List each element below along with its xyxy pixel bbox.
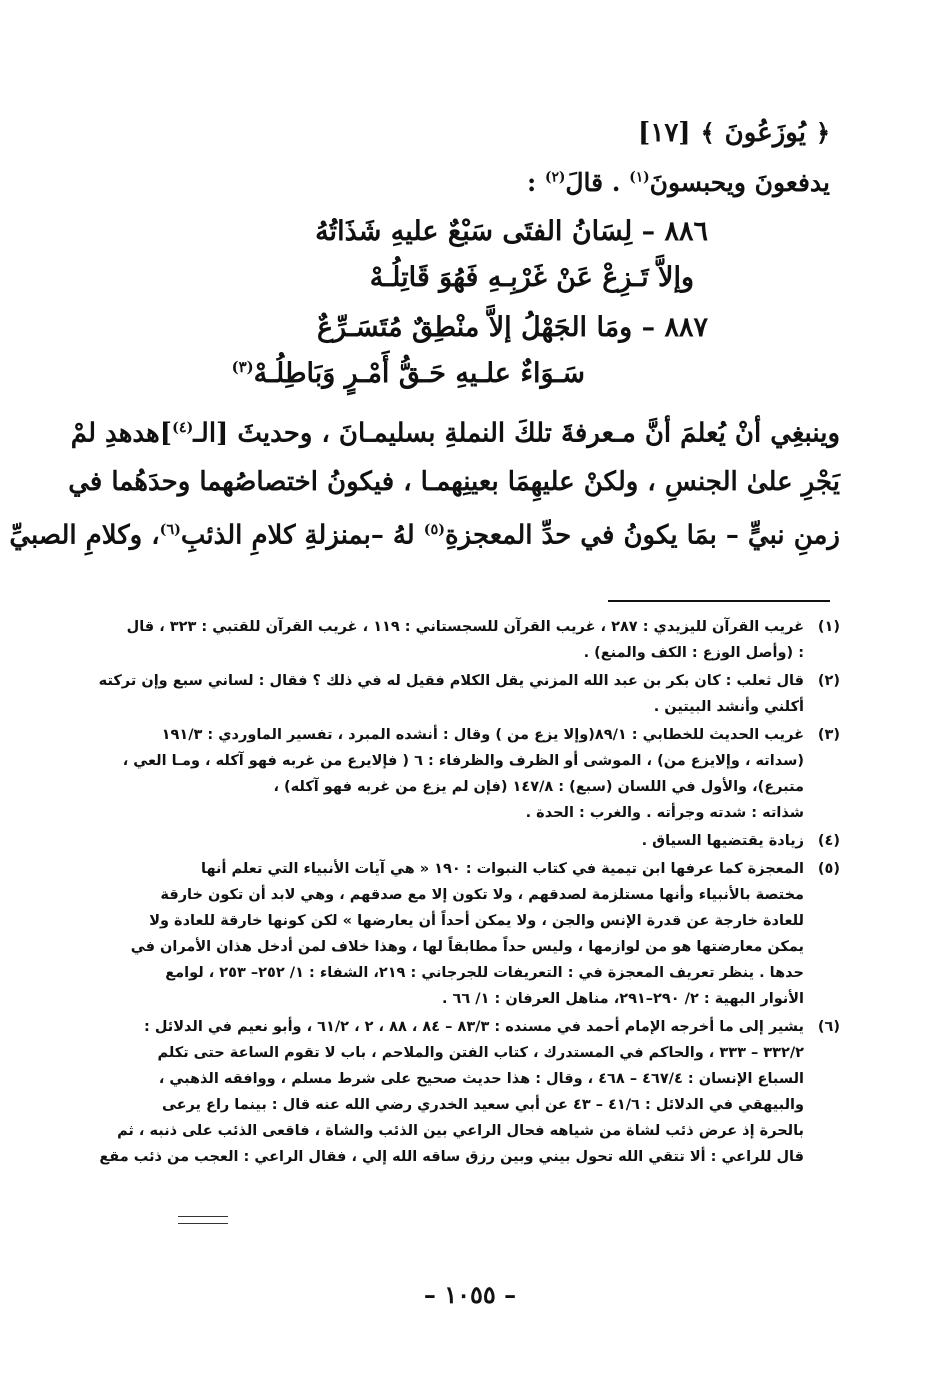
footnote-line: غريب القرآن لليزيدي : ٢٨٧ ، غريب القرآن للسجستاني : ١١٩ ، غريب القرآن للقتبي : ٣٢٣ ، قال bbox=[126, 619, 804, 635]
footnote-separator bbox=[608, 600, 830, 602]
footnote-line: يشير إلى ما أخرجه الإمام أحمد في مسنده : ٨٣/٣ – ٨٤ ، ٨٨ ، ٢ ، ٦١/٢ ، وأبو نعيم في الدلائل : bbox=[144, 1019, 804, 1035]
footnote-5 bbox=[95, 856, 840, 1012]
footnote-line: متبرع)، والأول في اللسان (سبع) : ١٤٧/٨ (فإن لم يزع من غربه فهو آكله) ، bbox=[273, 779, 804, 795]
footnote-line: ٣٣٢/٢ – ٣٣٣ ، والحاكم في المستدرك ، كتاب الفتن والملاحم ، باب لا تقوم الساعة حتى تكلم bbox=[157, 1045, 804, 1061]
intro-line bbox=[527, 168, 830, 197]
quran-close-bracket: ﴾ bbox=[700, 118, 715, 147]
body-line-3 bbox=[9, 506, 840, 560]
footnote-number: (٤) bbox=[817, 833, 840, 849]
footnote-number: (٦) bbox=[817, 1019, 840, 1035]
body-text-segment: ، وكلامِ الصبيِّ bbox=[9, 520, 160, 551]
footnote-1 bbox=[95, 614, 840, 666]
body-text-segment: ]هدهدِ لمْ bbox=[70, 418, 173, 449]
footnote-line: زيادة يقتضيها السياق . bbox=[641, 833, 804, 849]
poem-verse-887-first-hemistich: ٨٨٧ – ومَا الجَهْلُ إلاَّ منْطِقٌ مُتَسَـرِّعٌ bbox=[317, 312, 708, 343]
quran-headword bbox=[638, 118, 830, 148]
body-text-segment: زمنِ نبيٍّ – بمَا يكونُ في حدِّ المعجزةِ bbox=[445, 520, 840, 551]
footnote-line: شذاته : شدته وجرأته . والغرب : الحدة . bbox=[525, 805, 804, 821]
poem-verse-887-second-hemistich bbox=[232, 358, 585, 389]
footnote-ref: (٢) bbox=[544, 169, 566, 186]
body-paragraph bbox=[9, 404, 840, 559]
footnote-ref: (١) bbox=[629, 169, 650, 186]
page-number: – ١٠٥٥ – bbox=[423, 1280, 517, 1309]
body-line-1 bbox=[70, 404, 840, 458]
footnote-line: للعادة خارجة عن قدرة الإنس والجن ، ولا يمكن أحداً أن يعارضها » لكن كونها خارقة للعادة ولا bbox=[149, 913, 804, 929]
footnote-line: مختصة بالأنبياء وأنها مستلزمة لصدقهم ، ولا تكون إلا مع صدقهم ، وهي لابد أن تكون خارقة bbox=[160, 887, 804, 903]
footnote-4 bbox=[95, 828, 840, 854]
footnote-line: الأنوار البهية : ٢/ ٢٩٠–٢٩١، مناهل العرفان : ١/ ٦٦ . bbox=[441, 991, 804, 1007]
footnote-line: : (وأصل الوزع : الكف والمنع) . bbox=[583, 645, 804, 661]
footnote-line: يمكن معارضتها هو من لوازمها ، وليس حداً مطابقاً لها ، وهذا خلاف لمن أدخل هذان الأمران في bbox=[130, 939, 804, 955]
footnote-line: غريب الحديث للخطابي : ٨٩/١(وإلا يزع من ) وقال : أنشده المبرد ، تفسير الماوردي : ١٩١/٣ bbox=[161, 727, 804, 743]
footnote-number: (٥) bbox=[817, 861, 840, 877]
footnote-line: السباع الإنسان : ٤٦٧/٤ – ٤٦٨ ، وقال : هذا حديث صحيح على شرط مسلم ، ووافقه الذهبي ، bbox=[158, 1071, 804, 1087]
footnote-ref: (٤) bbox=[172, 420, 194, 436]
footnote-number: (٣) bbox=[817, 727, 840, 743]
quran-word: يُوزَعُونَ bbox=[724, 118, 806, 148]
footnote-line: قال للراعي : ألا تتقي الله تحول بيني وبين رزق ساقه الله إلي ، فقال الراعي : العجب من ذئب مقع bbox=[99, 1149, 804, 1165]
footnote-ref: (٦) bbox=[159, 521, 181, 538]
poem-verse-886-first-hemistich: ٨٨٦ – لِسَانُ الفتَى سَبْعٌ عليهِ شَذَاتُهُ bbox=[315, 216, 708, 247]
continuation-marker bbox=[178, 1216, 228, 1224]
intro-text-c: : bbox=[527, 168, 545, 197]
footnote-line: حدها . ينظر تعريف المعجزة في : التعريفات للجرجاني : ٢١٩، الشفاء : ١/ ٢٥٢– ٢٥٣ ، لوامع bbox=[165, 965, 804, 981]
footnote-line: والبيهقي في الدلائل : ٤١/٦ – ٤٣ عن أبي سعيد الخدري رضي الله عنه قال : بينما راع يرعى bbox=[161, 1097, 804, 1113]
verse-reference: [١٧] bbox=[638, 118, 691, 148]
footnotes-section bbox=[95, 614, 840, 1172]
body-text-segment: وينبغِي أنْ يُعلمَ أنَّ مـعرفةَ تلكَ النملةِ بسليمـانَ ، وحديثَ [الـ bbox=[193, 418, 840, 449]
body-line-2: يَجْرِ علىٰ الجنسِ ، ولكنْ عليهِمَا بعينِهمـا ، فيكونُ اختصاصُهما وحدَهُما في bbox=[68, 466, 840, 497]
footnote-number: (١) bbox=[817, 619, 840, 635]
footnote-line: المعجزة كما عرفها ابن تيمية في كتاب النبوات : ١٩٠ « هي آيات الأنبياء التي تعلم أنها bbox=[201, 861, 804, 877]
footnote-line: قال ثعلب : كان بكر بن عبد الله المزني يقل الكلام فقيل له في ذلك ؟ فقال : لساني سبع وإن تركته bbox=[98, 673, 804, 689]
footnote-line: أكلني وأنشد البيتين . bbox=[653, 699, 804, 715]
body-text-segment: لهُ –بمنزلةِ كلامِ الذئبِ bbox=[180, 520, 424, 551]
intro-text-a: يدفعونَ ويحبسونَ bbox=[649, 168, 830, 197]
footnote-ref: (٣) bbox=[231, 358, 254, 376]
quran-open-bracket: ﴿ bbox=[815, 118, 830, 147]
intro-text-b: . قالَ bbox=[565, 168, 630, 197]
poem-verse-886-second-hemistich: وإلاَّ تَـزِعْ عَنْ غَرْبِـهِ فَهُوَ قَاتِلُـهْ bbox=[369, 262, 694, 293]
footnote-2 bbox=[95, 668, 840, 720]
footnote-3 bbox=[95, 722, 840, 826]
footnote-line: بالحرة إذ عرض ذئب لشاة من شياهه فحال الراعي بين الذئب والشاة ، فاقعى الذئب على ذنبه ، ثم bbox=[117, 1123, 804, 1139]
footnote-6 bbox=[95, 1014, 840, 1170]
footnote-line: (سداته ، وإلايزع من) ، الموشى أو الظرف والظرفاء : ٦ ( فإلايرع من غربه فهو آكله ، ومـا العي ، bbox=[122, 753, 804, 769]
verse-text: سَـوَاءٌ علـيهِ حَـقُّ أَمْـرٍ وَبَاطِلُـهْ bbox=[253, 358, 585, 389]
footnote-number: (٢) bbox=[817, 673, 840, 689]
footnote-ref: (٥) bbox=[423, 521, 445, 538]
